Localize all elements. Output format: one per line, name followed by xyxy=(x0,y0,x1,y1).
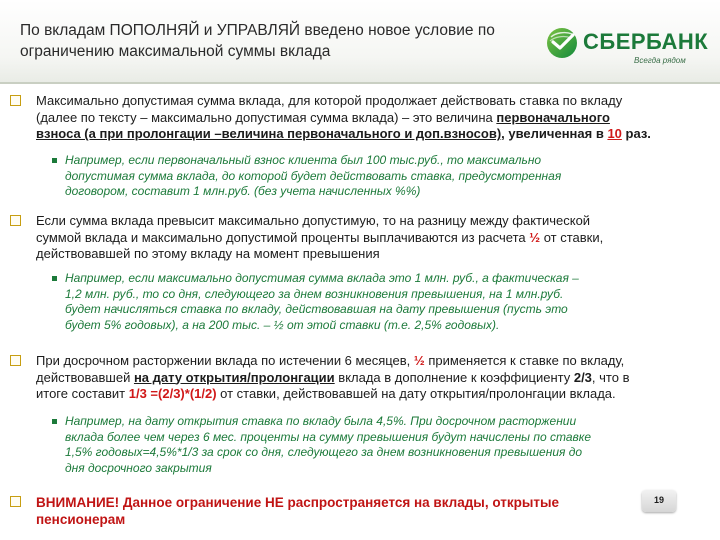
example-line: Например, на дату открытия ставка по вкладу была 4,5%. При досрочном расторжении xyxy=(65,414,577,428)
example-line: 1,5% годовых=4,5%*1/3 за срок со дня, следующего за днем возникновения превышения до xyxy=(65,445,583,459)
bullet-line xyxy=(36,386,716,403)
example-line: допустимая сумма вклада, до которой будет действовать ставка, предусмотренная xyxy=(65,168,562,183)
checkbox-bullet-icon xyxy=(10,215,21,226)
example-line: будет начисляться ставка по вкладу, действовавшая на дату превышения (пусть это xyxy=(65,302,568,316)
checkbox-bullet-icon xyxy=(10,496,21,507)
example-text xyxy=(65,271,579,333)
example-line: Например, если первоначальный взнос клиента был 100 тыс.руб., то максимально xyxy=(65,153,542,167)
bullet-fragment: При досрочном расторжении вклада по истечении 6 месяцев, xyxy=(36,353,414,368)
square-bullet-icon xyxy=(52,158,57,163)
bullet-line: Если сумма вклада превысит максимально допустимую, то на разницу между фактической xyxy=(36,213,591,228)
bullet-emphasis: взноса (а при пролонгации –величина первоначального и доп.взносов) xyxy=(36,126,502,141)
bullet-text xyxy=(36,213,716,263)
bullet-emphasis: первоначального xyxy=(496,109,610,125)
page-number-badge: 19 xyxy=(642,490,676,512)
bullet-line xyxy=(36,370,716,387)
bullet-line: Максимально допустимая сумма вклада, для которой продолжает действовать ставка по вкладу xyxy=(36,93,623,108)
multiplier-value: 10 xyxy=(607,126,622,141)
logo-tagline: Всегда рядом xyxy=(634,56,686,65)
bullet-fragment: раз. xyxy=(621,126,651,141)
header-divider xyxy=(0,82,720,84)
example-line: вклада более чем через 6 мес. проценты на сумму превышения будут начислены по ставке xyxy=(65,429,592,444)
bullet-text xyxy=(36,494,676,528)
bullet-fragment: суммой вклада и максимально допустимой проценты выплачиваются из расчета xyxy=(36,229,530,245)
example-line: договором, составит 1 млн.руб. (без учета начисленных %%) xyxy=(65,184,421,198)
checkbox-bullet-icon xyxy=(10,355,21,366)
half-value: ½ xyxy=(413,353,425,368)
bullet-line: действовавшей по этому вкладу на момент превышения xyxy=(36,246,380,261)
bullet-fragment: применяется к ставке по вкладу, xyxy=(424,353,625,368)
bullet-fragment: действовавшей xyxy=(36,369,134,385)
coefficient-value: 2/3 xyxy=(573,369,592,385)
bullet-line xyxy=(36,353,716,370)
bullet-fragment: , увеличенная в xyxy=(501,126,608,141)
slide-title xyxy=(20,20,540,62)
half-value: ½ xyxy=(529,229,541,245)
logo-wordmark: СБЕРБАНК xyxy=(583,29,709,54)
sberbank-logo-icon xyxy=(545,26,579,60)
square-bullet-icon xyxy=(52,276,57,281)
bullet-text xyxy=(36,93,716,143)
alert-line: ВНИМАНИЕ! Данное ограничение НЕ распространяется на вклады, открытые xyxy=(36,495,560,510)
alert-line: пенсионерам xyxy=(36,512,126,527)
checkbox-bullet-icon xyxy=(10,95,21,106)
square-bullet-icon xyxy=(52,419,57,424)
example-line: Например, если максимально допустимая сумма вклада это 1 млн. руб., а фактическая – xyxy=(65,271,579,285)
bullet-text xyxy=(36,353,716,403)
example-text xyxy=(65,153,561,200)
title-line-2: ограничению максимальной суммы вклада xyxy=(20,43,331,60)
example-line: дня досрочного закрытия xyxy=(65,460,212,475)
example-line: 1,2 млн. руб., то со дня, следующего за днем возникновения превышения, на 1 млн.руб. xyxy=(65,286,564,301)
bullet-emphasis: на дату открытия/пролонгации xyxy=(133,369,335,385)
title-line-1: По вкладам ПОПОЛНЯЙ и УПРАВЛЯЙ введено новое условие по xyxy=(20,22,495,39)
bullet-line xyxy=(36,230,716,247)
bullet-fragment: (далее по тексту – максимально допустимая сумма вклада) – это величина xyxy=(36,109,497,125)
example-line: будет 5% годовых), а на 200 тыс. – ½ от этой ставки (т.е. 2,5% годовых). xyxy=(65,317,500,332)
slide-header xyxy=(0,0,720,82)
bullet-fragment: от ставки, xyxy=(540,229,604,245)
sberbank-logo xyxy=(545,26,709,70)
bullet-fragment: вклада в дополнение к коэффициенту xyxy=(334,369,574,385)
example-text xyxy=(65,414,591,476)
bullet-fragment: , что в xyxy=(591,369,630,385)
bullet-fragment: итоге составит xyxy=(36,386,129,401)
bullet-line xyxy=(36,110,716,127)
formula-value: 1/3 =(2/3)*(1/2) xyxy=(128,386,217,401)
bullet-line xyxy=(36,126,716,143)
bullet-fragment: от ставки, действовавшей на дату открытия/пролонгации вклада. xyxy=(216,386,616,401)
